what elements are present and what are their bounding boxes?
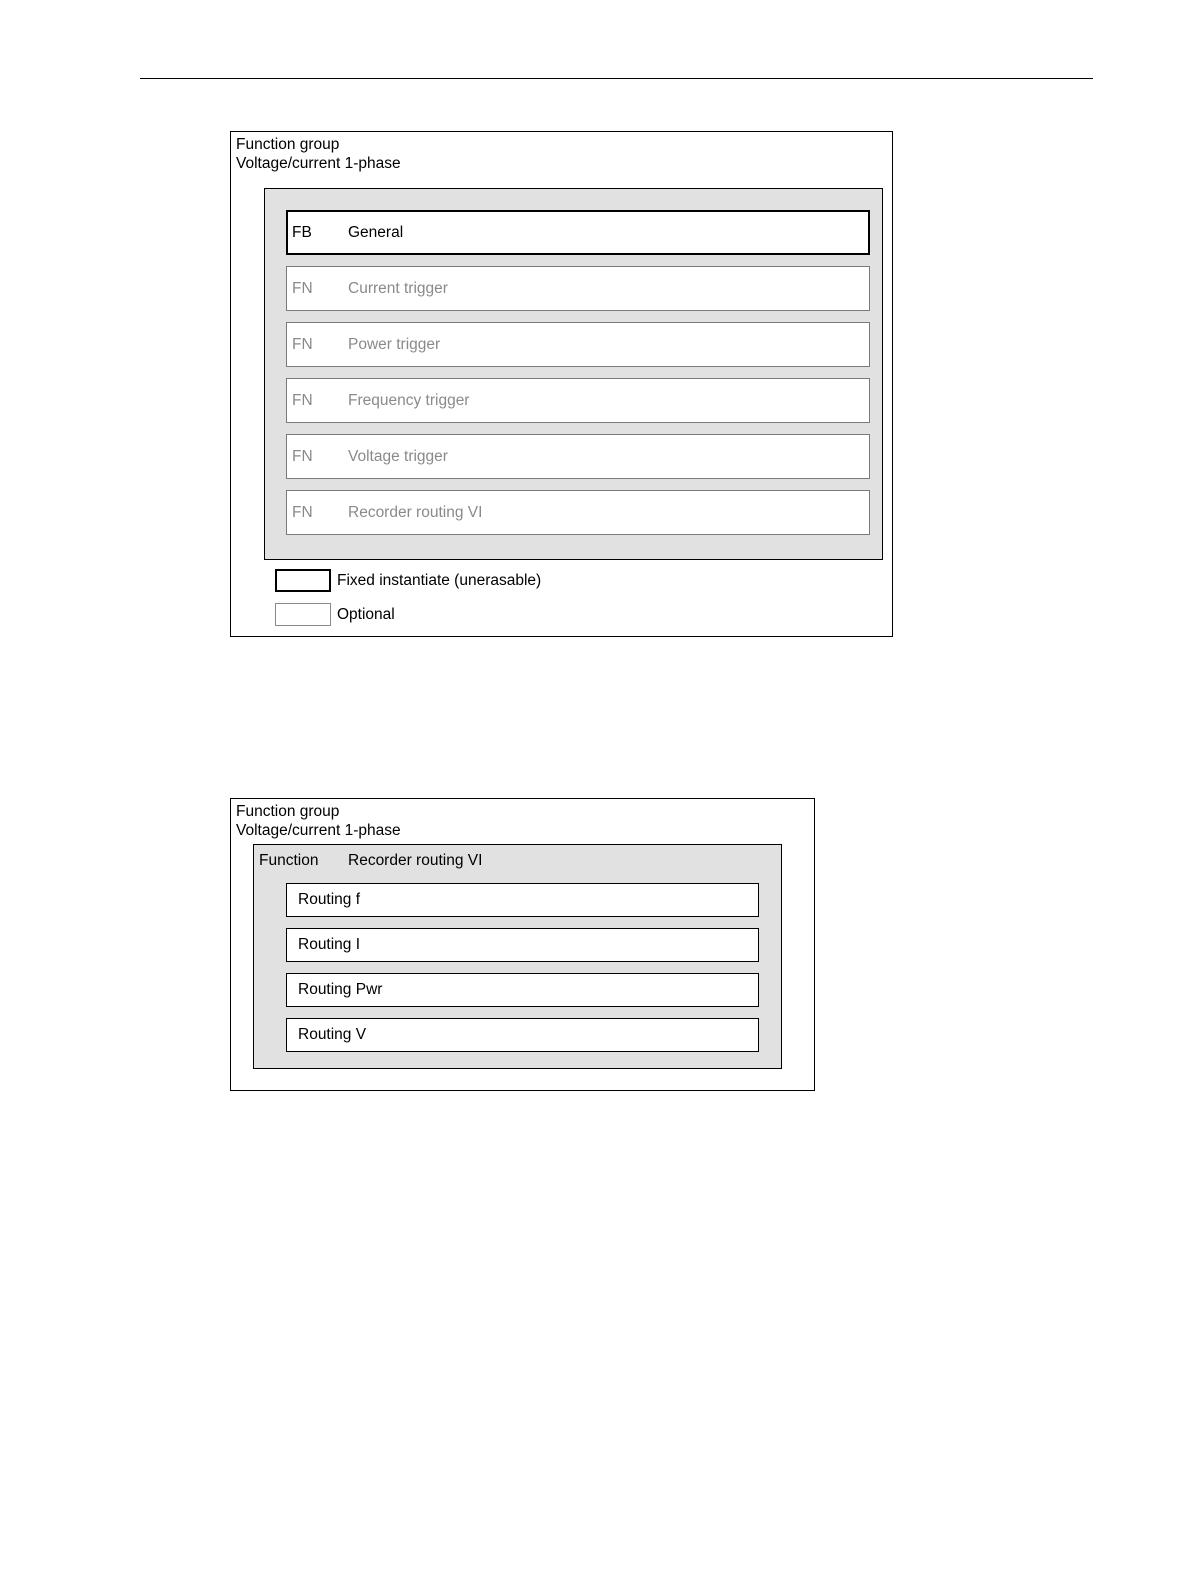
block-name: Frequency trigger — [348, 392, 470, 409]
group-title — [236, 135, 401, 173]
function-block-panel — [264, 188, 883, 560]
block-general — [286, 210, 870, 255]
function-group-diagram-overview — [230, 131, 893, 637]
routing-i — [286, 928, 759, 962]
group-title-line2: Voltage/current 1-phase — [236, 155, 401, 172]
legend-fixed-swatch — [275, 569, 331, 592]
function-label: Function — [259, 852, 319, 869]
function-name: Recorder routing VI — [348, 852, 483, 869]
block-name: Voltage trigger — [348, 448, 448, 465]
block-tag: FN — [292, 392, 313, 409]
legend-fixed-label: Fixed instantiate (unerasable) — [337, 572, 542, 589]
block-frequency-trigger — [286, 378, 870, 423]
group-title-line2: Voltage/current 1-phase — [236, 822, 401, 839]
block-power-trigger — [286, 322, 870, 367]
routing-label: Routing Pwr — [298, 981, 383, 998]
block-name: Current trigger — [348, 280, 448, 297]
function-group-diagram-detail — [230, 798, 815, 1091]
block-tag: FN — [292, 504, 313, 521]
block-voltage-trigger — [286, 434, 870, 479]
block-name: Power trigger — [348, 336, 441, 353]
group-title-line1: Function group — [236, 803, 340, 820]
block-current-trigger — [286, 266, 870, 311]
group-title-line1: Function group — [236, 136, 340, 153]
block-name: General — [348, 224, 404, 241]
block-tag: FN — [292, 336, 313, 353]
legend-optional-label: Optional — [337, 606, 395, 623]
routing-label: Routing I — [298, 936, 361, 953]
block-tag: FN — [292, 448, 313, 465]
block-name: Recorder routing VI — [348, 504, 483, 521]
block-tag: FN — [292, 280, 313, 297]
group-title — [236, 802, 401, 840]
legend-optional-swatch — [275, 603, 331, 626]
header-rule — [140, 78, 1093, 79]
block-recorder-routing-vi — [286, 490, 870, 535]
routing-v — [286, 1018, 759, 1052]
routing-f — [286, 883, 759, 917]
block-tag: FB — [292, 224, 312, 241]
routing-label: Routing V — [298, 1026, 367, 1043]
function-panel — [253, 844, 782, 1069]
routing-pwr — [286, 973, 759, 1007]
routing-label: Routing f — [298, 891, 361, 908]
